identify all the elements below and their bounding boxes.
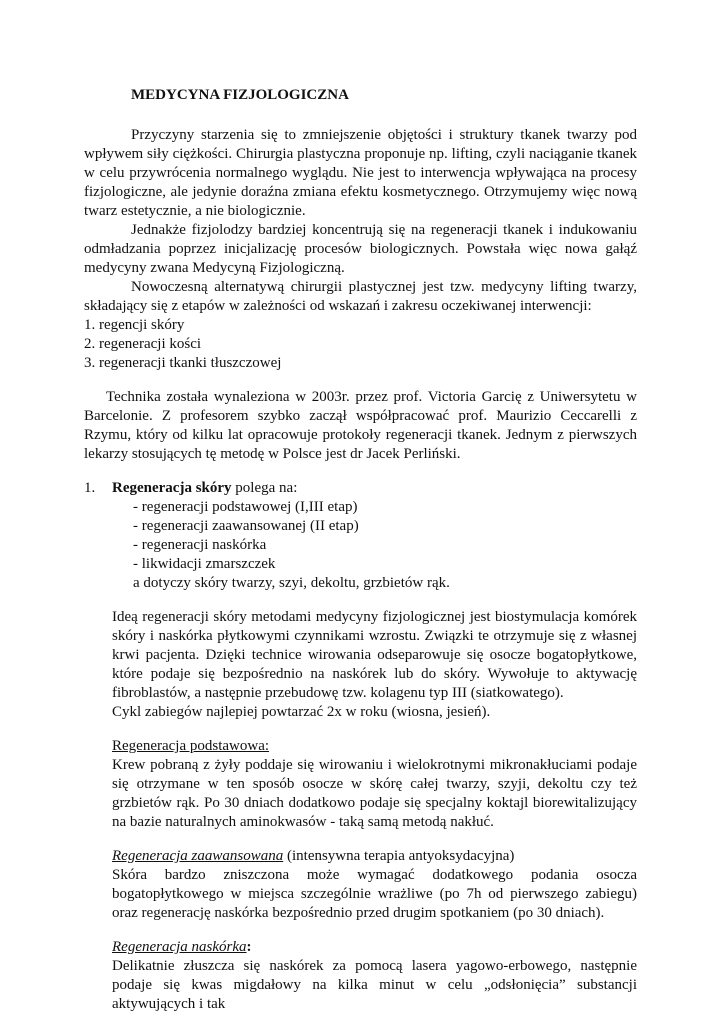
epidermis-paragraph: Delikatnie złuszcza się naskórek za pomocą lasera yagowo-erbowego, następnie podaje się kwas migdałowy na kilka minut w celu „odsłonięcia” substancji aktywujących i tak bbox=[112, 958, 637, 1012]
stage-item: 3. regeneracji tkanki tłuszczowej bbox=[84, 355, 282, 371]
epidermis-heading-title: Regeneracja naskórka bbox=[112, 939, 247, 955]
intro-paragraph-3: Nowoczesną alternatywą chirurgii plastycznej jest tzw. medycyny lifting twarzy, składający się z etapów w zależności od wskazań i zakresu oczekiwanej interwencji: bbox=[84, 279, 637, 314]
epidermis-heading-colon: : bbox=[246, 939, 252, 955]
history-paragraph: Technika została wynaleziona w 2003r. przez prof. Victoria Garcię z Uniwersytetu w Barcelonie. Z profesorem szybko zaczął współpracować prof. Maurizio Ceccarelli z Rzymu, który od kilku lat opracowuje protokoły regeneracji tkanek. Jednym z pierwszych lekarzy stosujących tę metodę w Polsce jest dr Jacek Perliński. bbox=[84, 389, 637, 462]
section-1-heading bbox=[84, 479, 637, 498]
section-1-scope: a dotyczy skóry twarzy, szyi, dekoltu, grzbietów rąk. bbox=[133, 575, 450, 591]
document-title: MEDYCYNA FIZJOLOGICZNA bbox=[131, 87, 349, 103]
basic-heading: Regeneracja podstawowa: bbox=[112, 738, 270, 754]
section-1-list bbox=[84, 498, 637, 593]
intro-paragraph-2: Jednakże fizjolodzy bardziej koncentrują się na regeneracji tkanek i indukowaniu odmładzania poprzez inicjalizację procesów biologicznych. Powstała więc nowa gałąź medycyny zwana Medycyną Fizjologiczną. bbox=[84, 222, 637, 276]
section-1-item: - regeneracji zaawansowanej (II etap) bbox=[133, 518, 359, 534]
stage-item: 1. regencji skóry bbox=[84, 317, 185, 333]
document-body bbox=[84, 86, 637, 1014]
section-heading-rest: polega na: bbox=[231, 480, 298, 496]
stages-list bbox=[84, 316, 637, 373]
advanced-heading-rest: (intensywna terapia antyoksydacyjna) bbox=[283, 848, 515, 864]
section-number: 1. bbox=[84, 480, 96, 496]
basic-paragraph: Krew pobraną z żyły poddaje się wirowaniu i wielokrotnymi mikronakłuciami podaje się otrzymane w ten sposób osocze w skórę całej twarzy, szyji, dekoltu czy też grzbietów rąk. Po 30 dniach dodatkowo podaje się specjalny koktajl biorewitalizujący na bazie naturalnych aminokwasów - taką samą metodą nakłuć. bbox=[112, 757, 637, 830]
advanced-heading-title: Regeneracja zaawansowana bbox=[112, 848, 284, 864]
advanced-heading bbox=[112, 847, 637, 866]
intro-paragraph-1: Przyczyny starzenia się to zmniejszenie objętości i struktury tkanek twarzy pod wpływem siły ciężkości. Chirurgia plastyczna proponuje np. lifting, czyli naciąganie tkanek w celu przywrócenia normalnego wyglądu. Nie jest to interwencja wpływająca na procesy fizjologiczne, ale jedynie doraźna zmiana efektu kosmetycznego. Otrzymujemy więc nową twarz estetycznie, a nie biologicznie. bbox=[84, 127, 637, 219]
stage-item: 2. regeneracji kości bbox=[84, 336, 202, 352]
idea-paragraph: Ideą regeneracji skóry metodami medycyny fizjologicznej jest biostymulacja komórek skóry i naskórka płytkowymi czynnikami wzrostu. Związki te otrzymuje się z własnej krwi pacjenta. Dzięki technice wirowania odseparowuje się osocze bogatopłytkowe, które podaje się bezpośrednio na naskórek lub do skóry. Wywołuje to aktywację fibroblastów, a następnie przebudowę tzw. kolagenu typ III (siatkowatego). bbox=[112, 609, 637, 701]
section-1-item: - regeneracji naskórka bbox=[133, 537, 267, 553]
section-heading-bold: Regeneracja skóry bbox=[112, 480, 232, 496]
section-1-body bbox=[84, 608, 637, 1014]
cycle-paragraph: Cykl zabiegów najlepiej powtarzać 2x w roku (wiosna, jesień). bbox=[112, 704, 491, 720]
advanced-paragraph: Skóra bardzo zniszczona może wymagać dodatkowego podania osocza bogatopłytkowego w miejsca szczególnie wrażliwe (po 7h od pierwszego zabiegu) oraz regenerację naskórka bezpośrednio przed drugim spotkaniem (po 30 dniach). bbox=[112, 867, 637, 921]
section-1-item: - regeneracji podstawowej (I,III etap) bbox=[133, 499, 358, 515]
section-1-item: - likwidacji zmarszczek bbox=[133, 556, 276, 572]
epidermis-heading bbox=[112, 938, 637, 957]
